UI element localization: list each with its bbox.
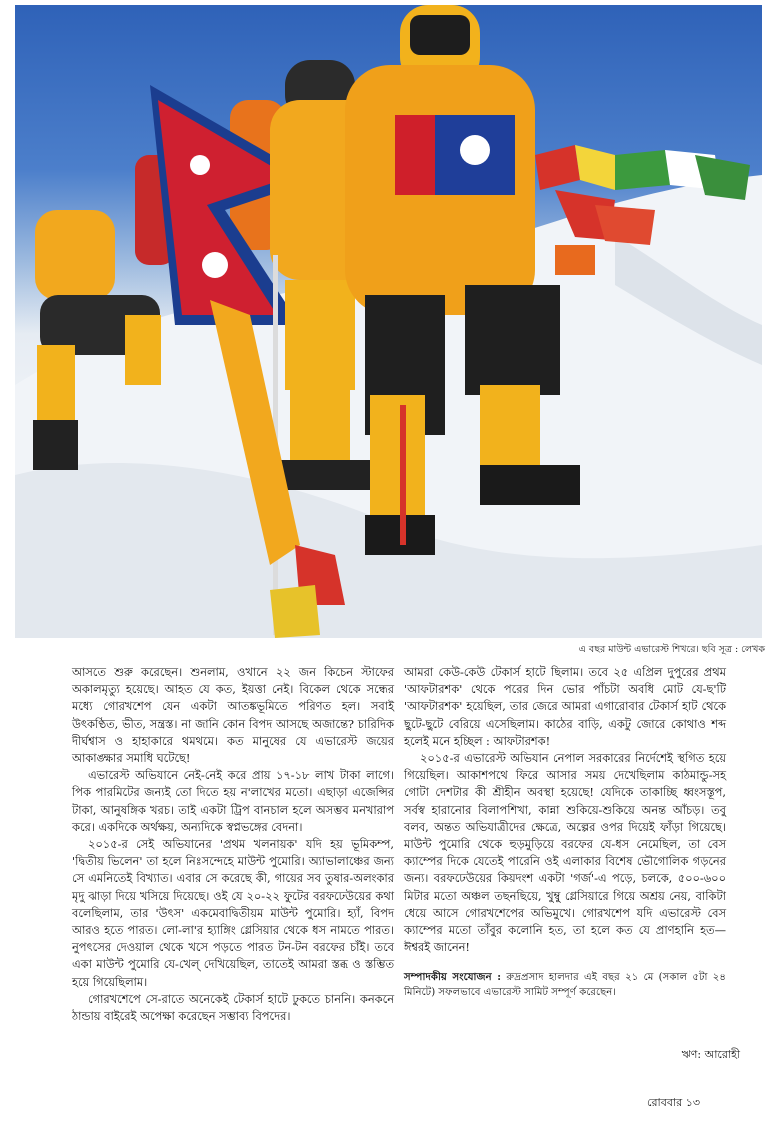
page-folio: রোববার ১৩ <box>647 1096 700 1109</box>
paragraph: গোরখশেপে সে-রাতে অনেকেই টেকার্স হাটে ঢুকতে চাননি। কনকনে ঠান্ডায় বাইরেই অপেক্ষা করেছেন সম্ভাব্য বিপদের। <box>72 991 394 1024</box>
editorial-note-text: রুদ্রপ্রসাদ হালদার এই বছর ২১ মে (সকাল ৫টা ২৪ মিনিটে) সফলভাবে এভারেস্ট সামিট সম্পূর্ণ করেছেন। <box>404 972 726 999</box>
article-column-right <box>404 664 726 1000</box>
paragraph: আমরা কেউ-কেউ টেকার্স হাটে ছিলাম। তবে ২৫ এপ্রিল দুপুরের প্রথম 'আফটারশক' থেকে পরের দিন ভোর পাঁচটা অবধি মোট যে-ছ'টি 'আফটারশক' হয়েছিল, তার জেরে আমরা এগারোবার টেকার্স হাট থেকে ছুটে-ছুটে বেরিয়ে এসেছিলাম। কাঠের বাড়ি, একটু জোরে কোথাও শব্দ হলেই মনে হচ্ছিল : আফটারশক! <box>404 665 726 748</box>
paragraph: এভারেস্ট অভিযানে নেই-নেই করে প্রায় ১৭-১৮ লাখ টাকা লাগে। পিক পারমিটের জন্যই তো দিতে হয় ন'লাখের মতো। এছাড়া এজেন্সির টাকা, আনুষঙ্গিক খরচ। তাই একটা ট্রিপ বানচাল হলে অসম্ভব মনখারাপ করে। একদিকে অর্থক্ষয়, অন্যদিকে স্বপ্নভঙ্গের বেদনা। <box>72 768 394 834</box>
editorial-note-label: সম্পাদকীয় সংযোজন : <box>404 971 502 984</box>
photo-caption: এ বছর মাউন্ট এভারেস্ট শিখরে। ছবি সূত্র : লেখক <box>578 644 765 655</box>
article-column-left <box>72 664 394 1025</box>
author-credit: ঋণ: আরোহী <box>681 1048 740 1061</box>
summit-photo-illustration <box>15 5 762 638</box>
summit-photo <box>15 5 762 638</box>
paragraph: আসতে শুরু করেছেন। শুনলাম, ওখানে ২২ জন কিচেন স্টাফের অকালমৃত্যু হয়েছে। আহত যে কত, ইয়ত্তা নেই। বিকেল থেকে সন্ধের মধ্যে গোরখশেপ যেন একটা আতঙ্কভূমিতে পরিণত হল। সবাই উৎকণ্ঠিত, ভীত, সন্ত্রস্ত। না জানি কোন বিপদ আসছে অজান্তে? চারিদিক দীর্ঘশ্বাস ও হাহাকারে থমথমে। কত মানুষের যে এভারেস্ট জয়ের আকাঙ্ক্ষার সমাধি ঘটেছে! <box>72 665 394 766</box>
paragraph: ২০১৫-র এভারেস্ট অভিযান নেপাল সরকারের নির্দেশেই স্থগিত হয়ে গিয়েছিল। আকাশপথে ফিরে আসার সময় দেখেছিলাম কাঠমান্ডু-সহ গোটা দেশটার কী শ্রীহীন অবস্থা হয়েছে! যেদিকে তাকাচ্ছি ধ্বংসস্তূপ, সর্বস্ব হারানোর বিলাপশিখা, কান্না শুকিয়ে-শুকিয়ে অনন্ত আঁচড়। তবু বলব, অন্তত অভিযাত্রীদের ক্ষেত্রে, অল্পের ওপর দিয়েই ফাঁড়া গিয়েছে। মাউন্ট পুমোরি থেকে হুড়মুড়িয়ে বরফের যে-ধস নেমেছিল, তা বেস ক্যাম্পের দিকে যেতেই পারেনি ওই এলাকার বিশেষ ভৌগোলিক গড়নের জন্য। বরফঢেউয়ের কিয়দংশ একটা 'গর্জ'-এ পড়ে, চলকে, ৫০০-৬০০ মিটার মতো অঞ্চল তছনছিয়ে, খুম্বু গ্লেসিয়ারে গিয়ে অশ্রয় নেয়, বাকিটা ধেয়ে আসে গোরখশেপের অভিমুখে। গোরখশেপ যদি এভারেস্ট বেস ক্যাম্পের মতো তাঁবুর কলোনি হত, তা হলে কত যে প্রাণহানি হত—ঈশ্বরই জানেন! <box>404 751 726 955</box>
paragraph: ২০১৫-র সেই অভিযানের 'প্রথম খলনায়ক' যদি হয় ভূমিকম্প, 'দ্বিতীয় ভিলেন' তা হলে নিঃসন্দেহে মাউন্ট পুমোরি। অ্যাভালাঞ্চের জন্য সে এমনিতেই বিখ্যাত। এবার সে করেছে কী, গায়ের সব তুষার-অলংকার মৃদু ঝাড়া দিয়ে খসিয়ে দিয়েছে। ওই যে ২০-২২ ফুটের বরফঢেউয়ের কথা বলেছিলাম, তার 'উৎস' একমেবাদ্বিতীয়ম মাউন্ট পুমোরি। হ্যাঁ, বিপদ আরও হতে পারত। লো-লা'র হ্যাঙ্গিং গ্লেসিয়ার থেকে ধস নামতে পারত। নুপৎসের দেওয়াল থেকে খসে পড়তে পারত টন-টন বরফের চাঁই। তবে একা মাউন্ট পুমোরি যে-খেল্‌ দেখিয়েছিল, তাতেই আমরা স্তব্ধ ও স্তম্ভিত হয়ে গিয়েছিলাম। <box>72 837 394 989</box>
held-flag <box>395 115 515 195</box>
editorial-note <box>404 970 726 1000</box>
